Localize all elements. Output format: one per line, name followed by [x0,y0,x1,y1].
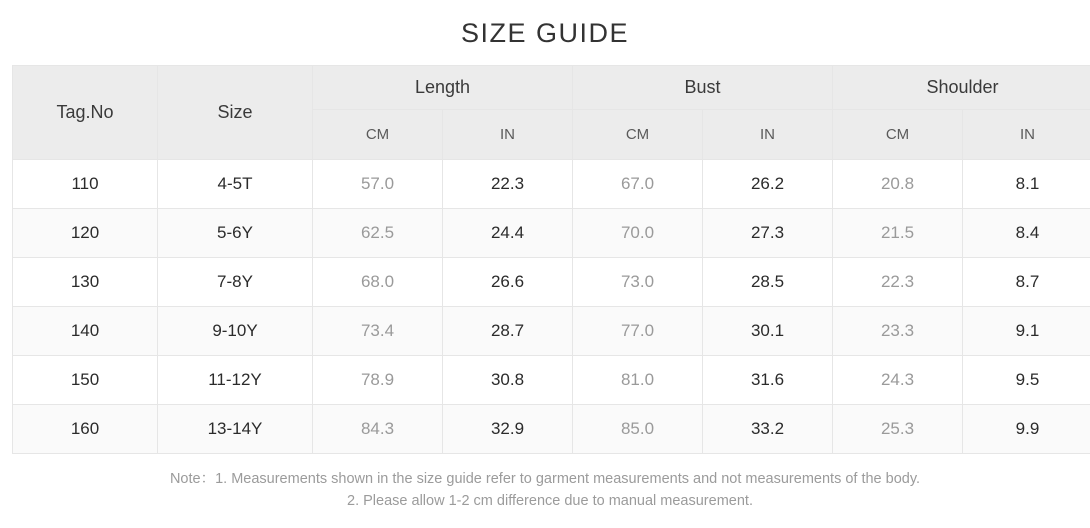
cell-tagno: 140 [13,307,158,356]
cell-length-in: 30.8 [443,356,573,405]
column-header-length-in: IN [443,110,573,160]
cell-length-cm: 73.4 [313,307,443,356]
table-row [13,405,1090,454]
cell-length-in: 26.6 [443,258,573,307]
column-header-shoulder-cm: CM [833,110,963,160]
column-header-bust-in: IN [703,110,833,160]
cell-length-cm: 78.9 [313,356,443,405]
cell-shoulder-cm: 24.3 [833,356,963,405]
cell-size: 4-5T [158,160,313,209]
table-row [13,160,1090,209]
table-body [13,160,1090,454]
cell-bust-cm: 70.0 [573,209,703,258]
table-notes [0,468,1090,513]
cell-length-cm: 62.5 [313,209,443,258]
column-group-header-bust: Bust [573,66,833,110]
cell-size: 9-10Y [158,307,313,356]
cell-size: 11-12Y [158,356,313,405]
cell-shoulder-in: 8.4 [963,209,1090,258]
cell-bust-in: 31.6 [703,356,833,405]
column-header-bust-cm: CM [573,110,703,160]
table-row [13,258,1090,307]
cell-length-in: 28.7 [443,307,573,356]
table-row [13,307,1090,356]
cell-bust-in: 30.1 [703,307,833,356]
cell-length-cm: 68.0 [313,258,443,307]
cell-size: 13-14Y [158,405,313,454]
cell-bust-in: 27.3 [703,209,833,258]
cell-tagno: 110 [13,160,158,209]
cell-bust-cm: 73.0 [573,258,703,307]
cell-shoulder-cm: 20.8 [833,160,963,209]
note-line-2: 2. Please allow 1-2 cm difference due to manual measurement. [347,493,753,510]
cell-size: 7-8Y [158,258,313,307]
table-row [13,209,1090,258]
column-header-size: Size [158,66,313,160]
cell-bust-in: 26.2 [703,160,833,209]
cell-tagno: 130 [13,258,158,307]
table-header-row-groups [13,66,1090,110]
cell-shoulder-in: 8.7 [963,258,1090,307]
cell-shoulder-cm: 25.3 [833,405,963,454]
table-row [13,356,1090,405]
column-group-header-shoulder: Shoulder [833,66,1090,110]
cell-shoulder-cm: 21.5 [833,209,963,258]
cell-length-cm: 84.3 [313,405,443,454]
cell-length-cm: 57.0 [313,160,443,209]
cell-bust-in: 33.2 [703,405,833,454]
cell-length-in: 24.4 [443,209,573,258]
cell-length-in: 32.9 [443,405,573,454]
note-line-1: Note：1. Measurements shown in the size guide refer to garment measurements and not measurements of the body. [169,471,921,487]
cell-shoulder-in: 8.1 [963,160,1090,209]
cell-tagno: 150 [13,356,158,405]
cell-size: 5-6Y [158,209,313,258]
table-header [13,66,1090,160]
cell-shoulder-in: 9.9 [963,405,1090,454]
size-guide-table [12,65,1090,454]
column-header-length-cm: CM [313,110,443,160]
cell-bust-cm: 67.0 [573,160,703,209]
column-group-header-length: Length [313,66,573,110]
cell-tagno: 120 [13,209,158,258]
cell-bust-cm: 81.0 [573,356,703,405]
cell-bust-in: 28.5 [703,258,833,307]
cell-shoulder-in: 9.5 [963,356,1090,405]
page-title: SIZE GUIDE [460,18,630,48]
cell-length-in: 22.3 [443,160,573,209]
column-header-shoulder-in: IN [963,110,1090,160]
cell-shoulder-cm: 22.3 [833,258,963,307]
cell-tagno: 160 [13,405,158,454]
column-header-tagno: Tag.No [13,66,158,160]
cell-bust-cm: 77.0 [573,307,703,356]
cell-shoulder-in: 9.1 [963,307,1090,356]
cell-bust-cm: 85.0 [573,405,703,454]
cell-shoulder-cm: 23.3 [833,307,963,356]
